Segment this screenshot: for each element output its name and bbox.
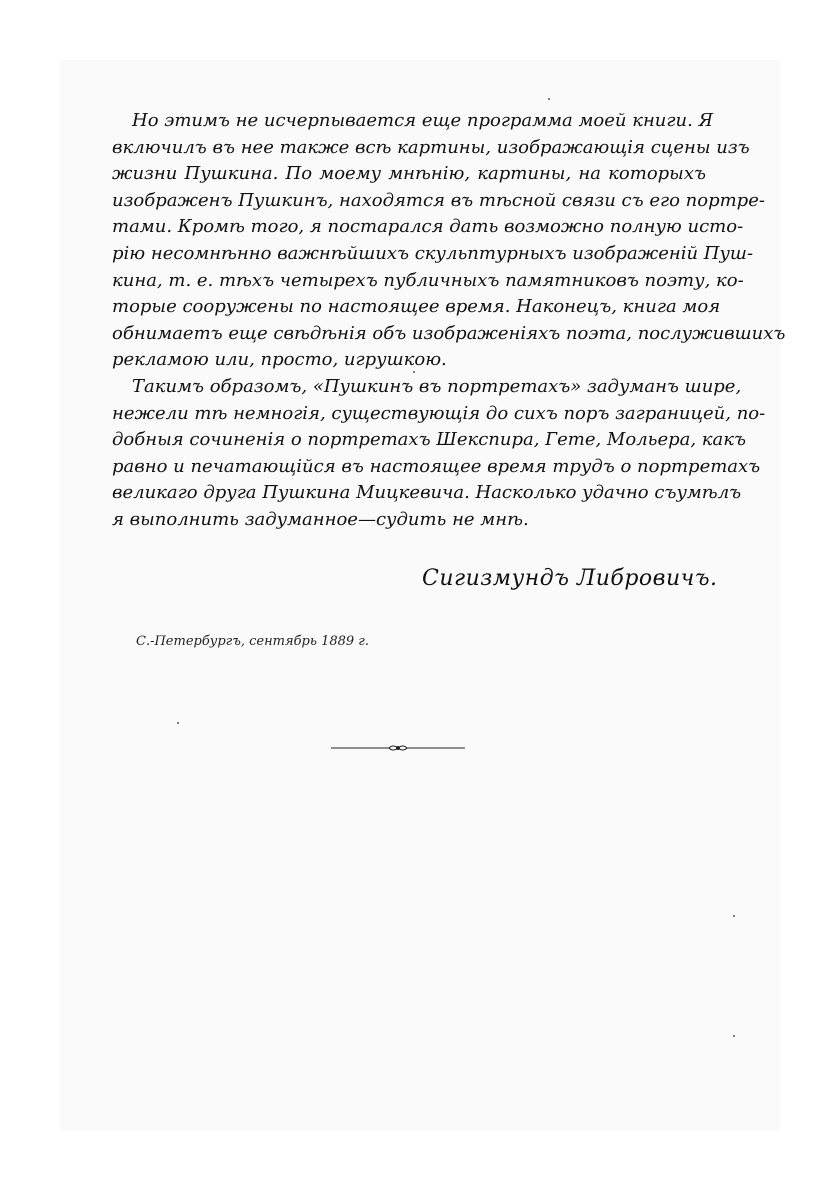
text-line: изображенъ Пушкинъ, находятся въ тѣсной связи съ его портре-	[112, 189, 765, 211]
text-line: нежели тѣ немногія, существующія до сихъ поръ заграницей, по-	[112, 402, 766, 424]
print-speck	[733, 915, 735, 917]
print-speck	[733, 1035, 735, 1037]
text-line: я выполнить задуманное—судить не мнѣ.	[112, 508, 529, 530]
paragraph	[112, 108, 786, 374]
text-line: добныя сочиненія о портретахъ Шекспира, Гете, Мольера, какъ	[112, 429, 747, 451]
text-line: торые сооружены по настоящее время. Наконецъ, книга моя	[112, 296, 721, 318]
body-text	[112, 108, 786, 534]
author-signature: Сигизмундъ Либровичъ.	[422, 566, 718, 591]
text-line: великаго друга Пушкина Мицкевича. Насколько удачно съумѣлъ	[112, 482, 742, 504]
print-speck	[548, 98, 550, 100]
text-line: включилъ въ нее также всѣ картины, изображающія сцены изъ	[112, 136, 750, 158]
text-line: Но этимъ не исчерпывается еще программа моей книги. Я	[132, 110, 714, 131]
paragraph	[112, 374, 766, 534]
text-line: равно и печатающійся въ настоящее время трудъ о портретахъ	[112, 455, 761, 477]
text-line: Такимъ образомъ, «Пушкинъ въ портретахъ» задуманъ шире,	[132, 375, 742, 397]
text-line: рекламою или, просто, игрушкою.	[112, 349, 447, 371]
text-line: обнимаетъ еще свѣдѣнія объ изображеніяхъ поэта, послужившихъ	[112, 322, 786, 344]
print-speck	[413, 371, 415, 373]
print-speck	[177, 722, 179, 724]
text-line: тами. Кромѣ того, я постарался дать возможно полную исто-	[112, 216, 744, 238]
text-line: жизни Пушкина. По моему мнѣнію, картины, на которыхъ	[112, 163, 706, 185]
text-line: рію несомнѣнно важнѣйшихъ скульптурныхъ изображеній Пуш-	[112, 242, 754, 264]
ornamental-divider	[331, 741, 465, 755]
text-line: кина, т. е. тѣхъ четырехъ публичныхъ памятниковъ поэту, ко-	[112, 269, 744, 291]
place-date: С.-Петербургъ, сентябрь 1889 г.	[136, 634, 369, 649]
